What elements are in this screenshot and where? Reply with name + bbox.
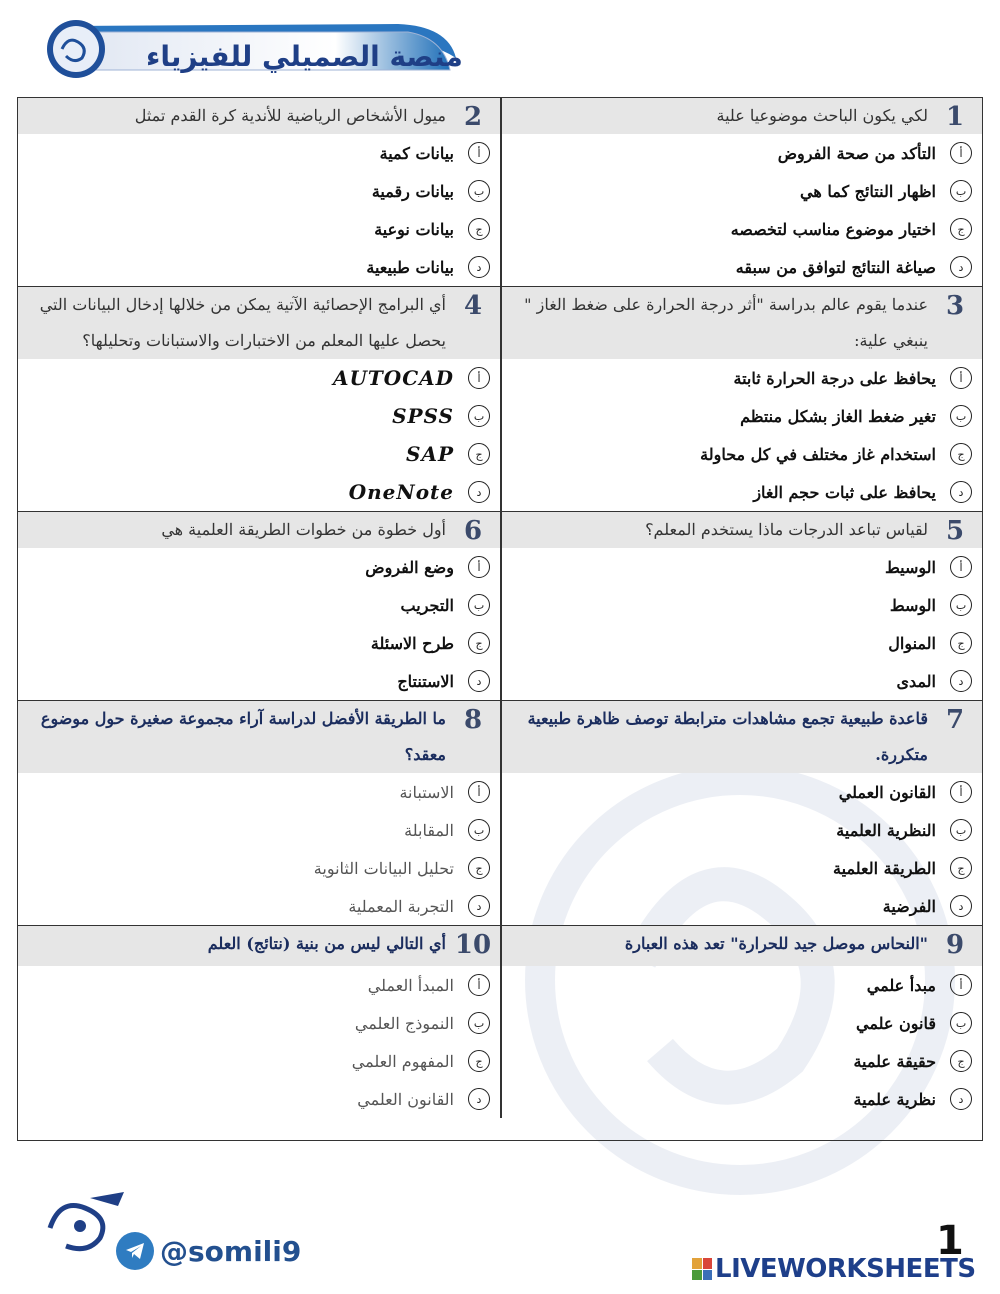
option-letter-circle[interactable]: د xyxy=(468,256,490,278)
answer-option[interactable] xyxy=(502,966,982,1004)
question-header xyxy=(18,512,500,548)
option-text: طرح الاسئلة xyxy=(370,633,454,653)
question-text: لكي يكون الباحث موضوعيا علية xyxy=(716,106,928,125)
option-letter-circle[interactable]: ب xyxy=(468,180,490,202)
question-row xyxy=(18,287,982,512)
option-text: القانون العملي xyxy=(838,782,936,802)
option-text: المنوال xyxy=(888,633,936,653)
answer-option[interactable] xyxy=(18,773,500,811)
question-2 xyxy=(18,98,500,286)
question-4 xyxy=(18,287,500,511)
question-text: عندما يقوم عالم بدراسة "أثر درجة الحرارة على ضغط الغاز " ينبغي علية: xyxy=(524,295,928,350)
option-letter-circle[interactable]: أ xyxy=(468,781,490,803)
option-letter-circle[interactable]: ب xyxy=(950,594,972,616)
question-number: 3 xyxy=(945,291,965,321)
question-text: لقياس تباعد الدرجات ماذا يستخدم المعلم؟ xyxy=(645,520,928,539)
option-text: المفهوم العلمي xyxy=(351,1051,454,1071)
question-3 xyxy=(500,287,982,511)
telegram-handle[interactable] xyxy=(116,1232,301,1270)
answer-option[interactable] xyxy=(502,359,982,397)
option-letter-circle[interactable]: ب xyxy=(950,819,972,841)
option-text: التأكد من صحة الفروض xyxy=(777,143,936,163)
brand-title: منصة الصميلي للفيزياء xyxy=(146,40,463,73)
answer-option[interactable] xyxy=(502,1080,982,1118)
answer-option[interactable] xyxy=(502,624,982,662)
answer-option[interactable] xyxy=(18,134,500,172)
option-text: استخدام غاز مختلف في كل محاولة xyxy=(700,444,936,464)
option-letter-circle[interactable]: أ xyxy=(468,556,490,578)
answer-option[interactable] xyxy=(502,849,982,887)
liveworksheets-logo xyxy=(692,1254,976,1284)
option-letter-circle[interactable]: ب xyxy=(468,819,490,841)
option-letter-circle[interactable]: ج xyxy=(950,632,972,654)
option-letter-circle[interactable]: ج xyxy=(468,857,490,879)
answer-option[interactable] xyxy=(502,811,982,849)
option-letter-circle[interactable]: د xyxy=(468,895,490,917)
question-8 xyxy=(18,701,500,925)
question-number: 4 xyxy=(463,291,483,321)
option-letter-circle[interactable]: د xyxy=(950,1088,972,1110)
option-letter-circle[interactable]: ب xyxy=(468,594,490,616)
option-text: التجربة المعملية xyxy=(348,896,454,916)
option-text: مبدأ علمي xyxy=(866,975,936,995)
option-text: نظرية علمية xyxy=(853,1089,936,1109)
answer-option[interactable] xyxy=(18,1042,500,1080)
question-header xyxy=(502,512,982,548)
answer-option[interactable] xyxy=(502,435,982,473)
question-1 xyxy=(500,98,982,286)
option-text: المبدأ العملي xyxy=(367,975,454,995)
option-text: تغير ضغط الغاز بشكل منتظم xyxy=(740,406,936,426)
telegram-icon xyxy=(116,1232,154,1270)
answer-option[interactable] xyxy=(18,849,500,887)
question-text: أول خطوة من خطوات الطريقة العلمية هي xyxy=(161,520,446,539)
option-text: الاستنتاج xyxy=(397,671,454,691)
option-letter-circle[interactable]: د xyxy=(468,481,490,503)
answer-option[interactable] xyxy=(502,773,982,811)
option-text: الوسيط xyxy=(884,557,936,577)
option-text: التجريب xyxy=(400,595,454,615)
option-text: قانون علمي xyxy=(856,1013,936,1033)
option-text: الاستبانة xyxy=(399,782,454,802)
liveworksheets-icon xyxy=(692,1258,712,1280)
answer-option[interactable] xyxy=(502,548,982,586)
answer-option[interactable] xyxy=(502,1004,982,1042)
liveworksheets-text: LIVEWORKSHEETS xyxy=(715,1254,976,1284)
answer-option[interactable] xyxy=(502,887,982,925)
page-number: 1 xyxy=(936,1218,964,1264)
answer-option[interactable] xyxy=(502,662,982,700)
option-text: القانون العلمي xyxy=(357,1089,454,1109)
option-text: وضع الفروض xyxy=(365,557,454,577)
question-10 xyxy=(18,926,500,1118)
question-9 xyxy=(500,926,982,1118)
question-row xyxy=(18,98,982,287)
question-header xyxy=(18,287,500,359)
option-letter-circle[interactable]: د xyxy=(950,256,972,278)
option-letter-circle[interactable]: أ xyxy=(950,781,972,803)
handle-text: @somili9 xyxy=(160,1234,302,1268)
option-text: النموذج العلمي xyxy=(354,1013,454,1033)
question-header xyxy=(502,287,982,359)
answer-option[interactable] xyxy=(18,811,500,849)
question-row xyxy=(18,512,982,701)
answer-option[interactable] xyxy=(502,1042,982,1080)
answer-option[interactable] xyxy=(18,397,500,435)
option-text: بيانات نوعية xyxy=(374,219,454,239)
answer-option[interactable] xyxy=(502,473,982,511)
option-letter-circle[interactable]: ب xyxy=(468,1012,490,1034)
question-header xyxy=(502,98,982,134)
option-text: صياغة النتائج لتوافق من سبقه xyxy=(735,257,936,277)
question-text: أي البرامج الإحصائية الآتية يمكن من خلالها إدخال البيانات التي يحصل عليها المعلم من الاختبارات والاستبانات وتحليلها؟ xyxy=(39,295,446,350)
option-letter-circle[interactable]: د xyxy=(950,481,972,503)
option-text: اختيار موضوع مناسب لتخصصه xyxy=(730,219,936,239)
option-text: الوسط xyxy=(889,595,936,615)
question-row xyxy=(18,926,982,1118)
answer-option[interactable] xyxy=(18,624,500,662)
option-letter-circle[interactable]: ج xyxy=(468,632,490,654)
answer-option[interactable] xyxy=(18,586,500,624)
question-header xyxy=(502,701,982,773)
option-letter-circle[interactable]: أ xyxy=(468,367,490,389)
option-text: يحافظ على ثبات حجم الغاز xyxy=(753,482,936,502)
brand-banner xyxy=(38,18,463,80)
question-text: "النحاس موصل جيد للحرارة" تعد هذه العبارة xyxy=(624,934,928,953)
question-number: 1 xyxy=(945,102,965,132)
answer-option[interactable] xyxy=(18,435,500,473)
question-text: أي التالي ليس من بنية (نتائج) العلم xyxy=(207,934,446,953)
answer-option[interactable] xyxy=(502,397,982,435)
option-letter-circle[interactable]: ب xyxy=(950,180,972,202)
answer-option[interactable] xyxy=(18,1080,500,1118)
option-letter-circle[interactable]: أ xyxy=(950,367,972,389)
option-text: SPSS xyxy=(392,404,454,428)
answer-option[interactable] xyxy=(18,473,500,511)
option-text: AUTOCAD xyxy=(332,366,454,390)
option-letter-circle[interactable]: ج xyxy=(950,1050,972,1072)
answer-option[interactable] xyxy=(502,210,982,248)
option-letter-circle[interactable]: د xyxy=(468,1088,490,1110)
option-letter-circle[interactable]: أ xyxy=(950,974,972,996)
option-text: الطريقة العلمية xyxy=(833,858,936,878)
option-text: يحافظ على درجة الحرارة ثابتة xyxy=(733,368,936,388)
answer-option[interactable] xyxy=(18,172,500,210)
option-text: المقابلة xyxy=(404,820,454,840)
option-letter-circle[interactable]: د xyxy=(468,670,490,692)
option-letter-circle[interactable]: أ xyxy=(950,142,972,164)
option-text: اظهار النتائج كما هي xyxy=(799,181,936,201)
option-text: تحليل البيانات الثانوية xyxy=(313,858,454,878)
answer-option[interactable] xyxy=(502,248,982,286)
question-5 xyxy=(500,512,982,700)
option-letter-circle[interactable]: ج xyxy=(468,218,490,240)
answer-option[interactable] xyxy=(502,586,982,624)
option-text: بيانات كمية xyxy=(379,143,454,163)
question-number: 8 xyxy=(463,705,483,735)
option-letter-circle[interactable]: أ xyxy=(950,556,972,578)
question-header xyxy=(502,926,982,966)
option-text: بيانات طبيعية xyxy=(366,257,454,277)
option-letter-circle[interactable]: ج xyxy=(950,857,972,879)
option-letter-circle[interactable]: ج xyxy=(950,443,972,465)
question-header xyxy=(18,926,500,966)
option-letter-circle[interactable]: ب xyxy=(468,405,490,427)
answer-option[interactable] xyxy=(502,172,982,210)
option-text: النظرية العلمية xyxy=(836,820,936,840)
question-number: 6 xyxy=(463,516,483,546)
option-letter-circle[interactable]: د xyxy=(950,670,972,692)
option-letter-circle[interactable]: ب xyxy=(950,405,972,427)
question-number: 2 xyxy=(463,102,483,132)
answer-option[interactable] xyxy=(18,359,500,397)
question-number: 7 xyxy=(945,705,965,735)
option-text: حقيقة علمية xyxy=(853,1051,936,1071)
quiz-grid xyxy=(17,97,983,1141)
answer-option[interactable] xyxy=(18,248,500,286)
question-number: 9 xyxy=(945,930,965,960)
option-text: المدى xyxy=(896,671,936,691)
answer-option[interactable] xyxy=(502,134,982,172)
answer-option[interactable] xyxy=(18,548,500,586)
answer-option[interactable] xyxy=(18,210,500,248)
question-number: 10 xyxy=(454,930,492,960)
question-text: ما الطريقة الأفضل لدراسة آراء مجموعة صغيرة حول موضوع معقد؟ xyxy=(40,709,446,764)
question-text: ميول الأشخاص الرياضية للأندية كرة القدم تمثل xyxy=(134,106,446,125)
option-text: الفرضية xyxy=(882,896,936,916)
option-letter-circle[interactable]: د xyxy=(950,895,972,917)
option-letter-circle[interactable]: أ xyxy=(468,974,490,996)
option-letter-circle[interactable]: ج xyxy=(468,443,490,465)
option-letter-circle[interactable]: ب xyxy=(950,1012,972,1034)
option-text: SAP xyxy=(406,442,454,466)
question-row xyxy=(18,701,982,926)
answer-option[interactable] xyxy=(18,966,500,1004)
question-text: قاعدة طبيعية تجمع مشاهدات مترابطة توصف ظاهرة طبيعية متكررة. xyxy=(527,709,928,764)
question-header xyxy=(18,98,500,134)
option-text: بيانات رقمية xyxy=(371,181,454,201)
question-7 xyxy=(500,701,982,925)
option-letter-circle[interactable]: أ xyxy=(468,142,490,164)
answer-option[interactable] xyxy=(18,662,500,700)
option-letter-circle[interactable]: ج xyxy=(468,1050,490,1072)
question-header xyxy=(18,701,500,773)
option-letter-circle[interactable]: ج xyxy=(950,218,972,240)
answer-option[interactable] xyxy=(18,1004,500,1042)
question-6 xyxy=(18,512,500,700)
question-number: 5 xyxy=(945,516,965,546)
answer-option[interactable] xyxy=(18,887,500,925)
option-text: OneNote xyxy=(348,480,454,504)
